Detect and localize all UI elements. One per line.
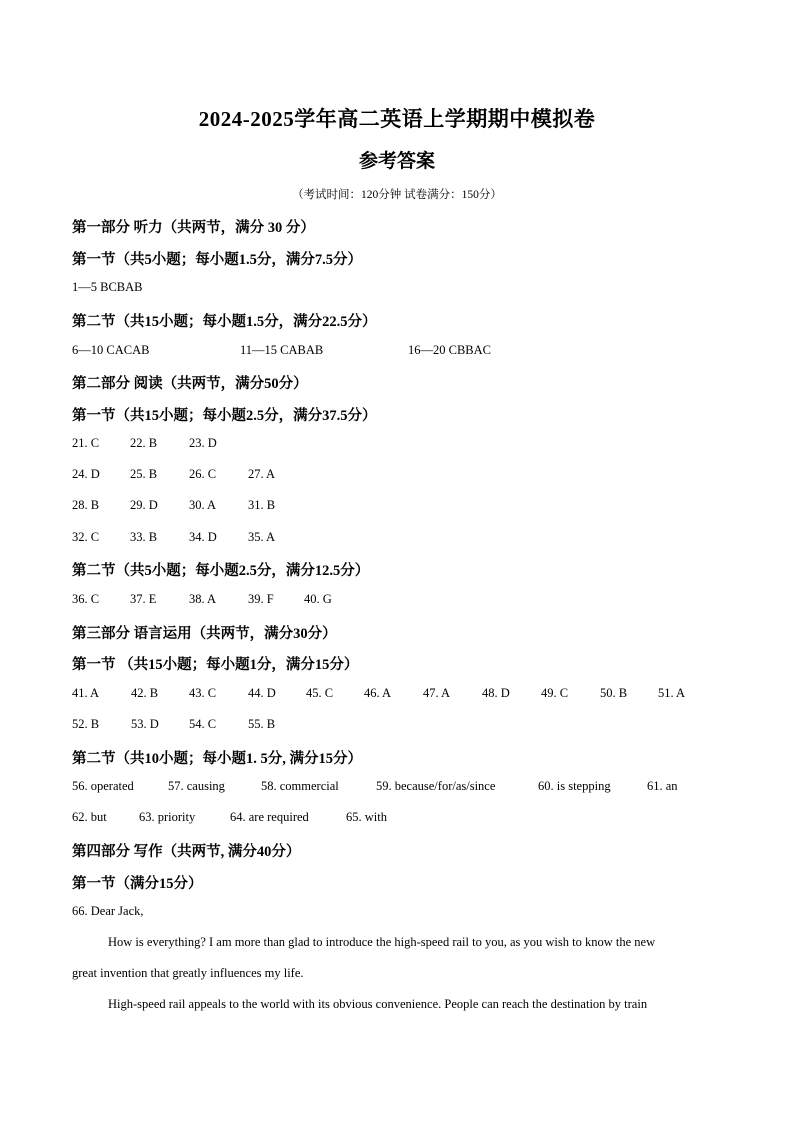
- part3-section2-heading: 第二节（共10小题；每小题1. 5分, 满分15分）: [72, 751, 362, 767]
- answer-item: 61. an: [647, 779, 678, 793]
- answer-item: 28. B: [72, 498, 100, 512]
- part4-heading: 第四部分 写作（共两节, 满分40分）: [72, 844, 301, 860]
- answer-item: 64. are required: [230, 810, 309, 824]
- page-title: 2024-2025学年高二英语上学期期中模拟卷: [198, 107, 596, 131]
- letter-paragraph-line: High-speed rail appeals to the world with its obvious convenience. People can reach the destination by train: [108, 997, 648, 1011]
- answer-item: 52. B: [72, 717, 100, 731]
- answer-item: 43. C: [189, 686, 217, 700]
- part1-answer-group: 16—20 CBBAC: [408, 343, 492, 357]
- part1-section1-answers: 1—5 BCBAB: [72, 280, 143, 294]
- answer-item: 50. B: [600, 686, 628, 700]
- answer-item: 38. A: [189, 592, 217, 606]
- answer-item: 56. operated: [72, 779, 134, 793]
- part3-heading: 第三部分 语言运用（共两节，满分30分）: [72, 626, 337, 642]
- page-subtitle: 参考答案: [358, 151, 435, 172]
- answer-item: 31. B: [248, 498, 276, 512]
- answer-item: 26. C: [189, 467, 217, 481]
- letter-greeting: 66. Dear Jack,: [72, 904, 144, 918]
- answer-item: 51. A: [658, 686, 686, 700]
- answer-item: 37. E: [130, 592, 157, 606]
- part2-section2-heading: 第二节（共5小题；每小题2.5分，满分12.5分）: [72, 563, 370, 579]
- part1-section1-heading: 第一节（共5小题；每小题1.5分，满分7.5分）: [72, 252, 362, 268]
- answer-item: 40. G: [304, 592, 332, 606]
- answer-item: 54. C: [189, 717, 217, 731]
- answer-item: 46. A: [364, 686, 392, 700]
- answer-item: 53. D: [131, 717, 159, 731]
- answer-item: 24. D: [72, 467, 100, 481]
- answer-item: 21. C: [72, 436, 100, 450]
- answer-item: 58. commercial: [261, 779, 339, 793]
- answer-item: 35. A: [248, 530, 276, 544]
- part1-answer-group: 11—15 CABAB: [240, 343, 324, 357]
- answer-item: 39. F: [248, 592, 274, 606]
- answer-item: 62. but: [72, 810, 107, 824]
- answer-item: 60. is stepping: [538, 779, 611, 793]
- answer-item: 65. with: [346, 810, 387, 824]
- answer-item: 32. C: [72, 530, 100, 544]
- answer-item: 25. B: [130, 467, 158, 481]
- exam-info: （考试时间：120分钟 试卷满分：150分）: [292, 189, 502, 201]
- part1-heading: 第一部分 听力（共两节，满分 30 分）: [72, 220, 315, 236]
- answer-item: 47. A: [423, 686, 451, 700]
- answer-item: 57. causing: [168, 779, 225, 793]
- answer-item: 41. A: [72, 686, 100, 700]
- answer-item: 34. D: [189, 530, 217, 544]
- answer-item: 44. D: [248, 686, 276, 700]
- answer-item: 63. priority: [139, 810, 196, 824]
- answer-item: 55. B: [248, 717, 276, 731]
- letter-paragraph-line: How is everything? I am more than glad to introduce the high-speed rail to you, as you wish to know the new: [108, 935, 656, 949]
- answer-item: 27. A: [248, 467, 276, 481]
- answer-item: 33. B: [130, 530, 158, 544]
- part2-section1-heading: 第一节（共15小题；每小题2.5分，满分37.5分）: [72, 408, 377, 424]
- answer-item: 30. A: [189, 498, 217, 512]
- part1-answer-group: 6—10 CACAB: [72, 343, 150, 357]
- part1-section2-heading: 第二节（共15小题；每小题1.5分，满分22.5分）: [72, 314, 377, 330]
- answer-item: 22. B: [130, 436, 158, 450]
- answer-item: 49. C: [541, 686, 569, 700]
- part3-section1-heading: 第一节 （共15小题；每小题1分，满分15分）: [72, 657, 359, 673]
- part4-section1-heading: 第一节（满分15分）: [72, 876, 203, 892]
- answer-item: 59. because/for/as/since: [376, 779, 496, 793]
- answer-item: 45. C: [306, 686, 334, 700]
- answer-item: 36. C: [72, 592, 100, 606]
- letter-paragraph-line: great invention that greatly influences my life.: [72, 966, 304, 980]
- part2-heading: 第二部分 阅读（共两节，满分50分）: [72, 376, 308, 392]
- answer-item: 48. D: [482, 686, 510, 700]
- answer-item: 29. D: [130, 498, 158, 512]
- answer-item: 23. D: [189, 436, 217, 450]
- answer-item: 42. B: [131, 686, 159, 700]
